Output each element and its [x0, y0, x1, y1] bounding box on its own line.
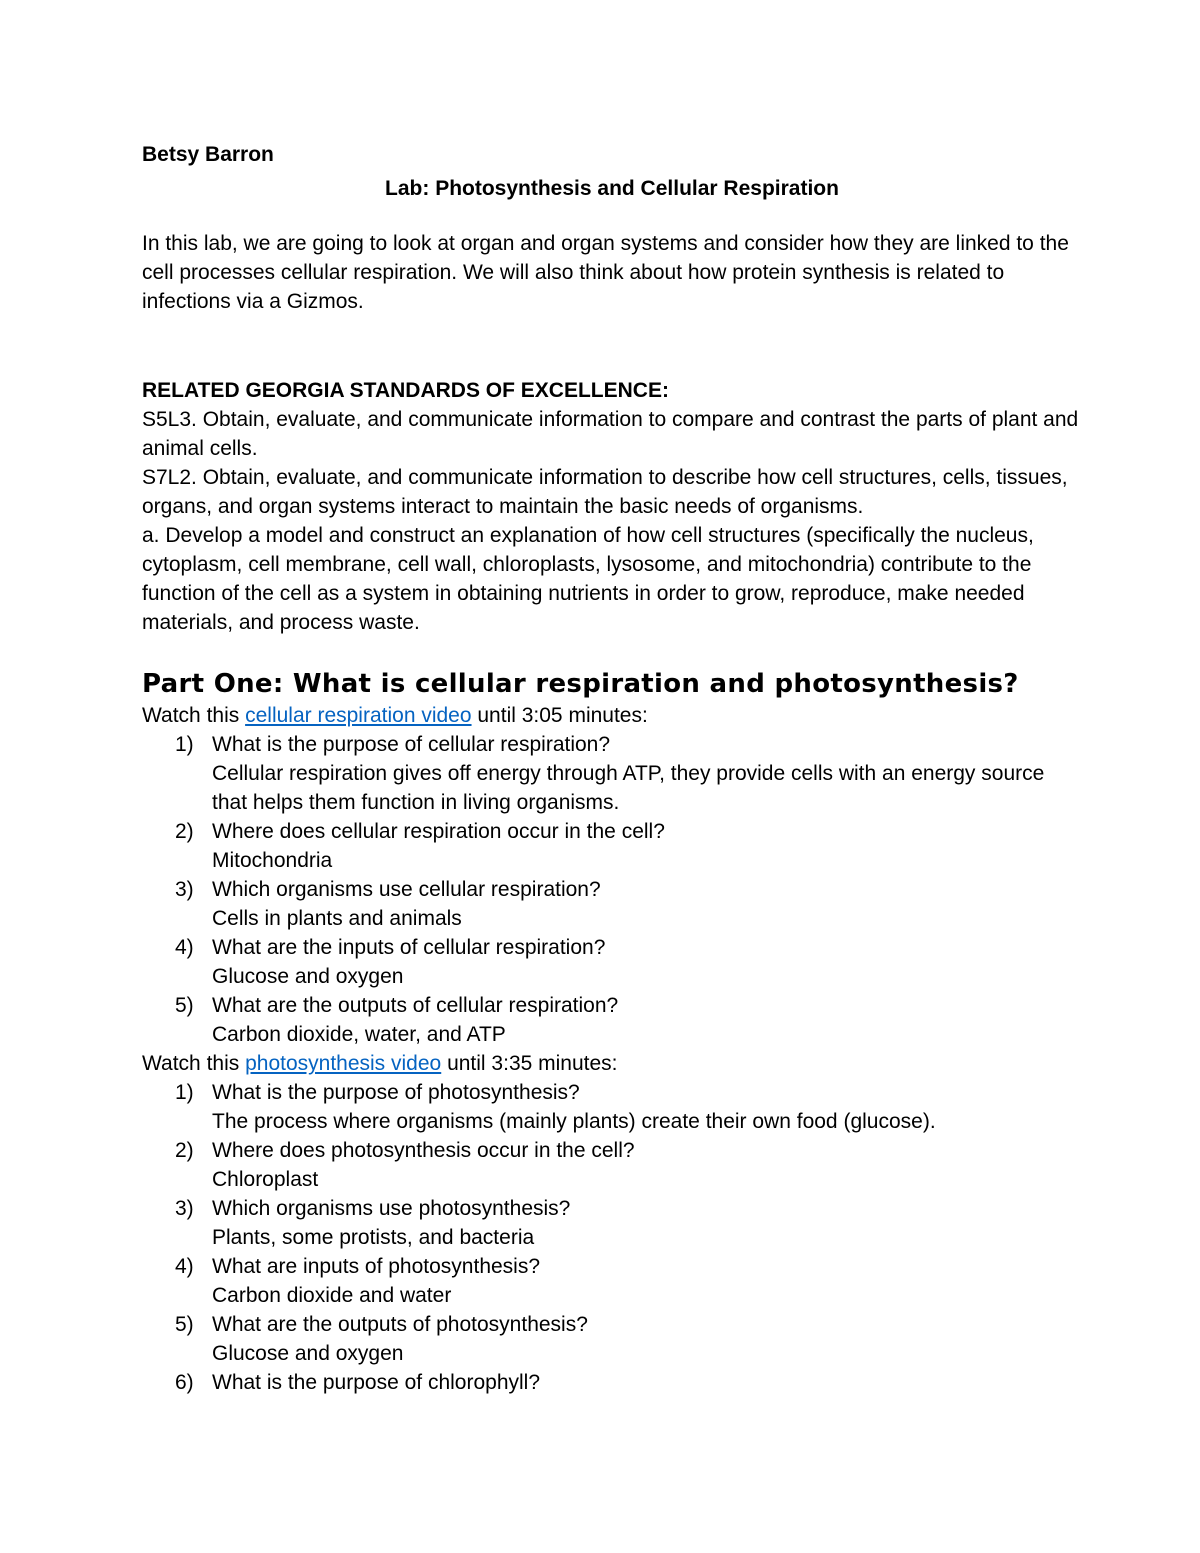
standard-s5l3: S5L3. Obtain, evaluate, and communicate information to compare and contrast the parts of plant and animal cells. — [142, 408, 1079, 460]
list-item — [142, 817, 1082, 875]
cellular-respiration-video-link[interactable]: cellular respiration video — [245, 704, 472, 727]
question-text: What are the outputs of cellular respiration? — [212, 994, 619, 1017]
respiration-watch-suffix: until 3:05 minutes: — [471, 704, 648, 727]
answer-text: The process where organisms (mainly plants) create their own food (glucose). — [212, 1110, 936, 1133]
answer-text: Glucose and oxygen — [212, 1342, 404, 1365]
question-text: What are inputs of photosynthesis? — [212, 1255, 541, 1278]
photosynthesis-watch-line — [142, 1049, 1082, 1078]
document-title: Lab: Photosynthesis and Cellular Respiration — [385, 177, 839, 200]
question-number: 4) — [175, 936, 194, 959]
answer-text: Mitochondria — [212, 849, 333, 872]
question-text: Which organisms use photosynthesis? — [212, 1197, 571, 1220]
question-number: 3) — [175, 1197, 194, 1220]
list-item — [142, 730, 1082, 817]
photosynthesis-watch-suffix: until 3:35 minutes: — [441, 1052, 618, 1075]
question-text: What are the inputs of cellular respiration? — [212, 936, 606, 959]
question-number: 4) — [175, 1255, 194, 1278]
standards-heading: RELATED GEORGIA STANDARDS OF EXCELLENCE: — [142, 379, 669, 402]
answer-text: Carbon dioxide and water — [212, 1284, 452, 1307]
list-item — [142, 1310, 1082, 1368]
question-number: 2) — [175, 1139, 194, 1162]
list-item — [142, 875, 1082, 933]
answer-text: Cellular respiration gives off energy through ATP, they provide cells with an energy source that helps them function in living organisms. — [212, 762, 1045, 814]
photosynthesis-watch-prefix: Watch this — [142, 1052, 246, 1075]
question-number: 6) — [175, 1371, 194, 1394]
question-number: 1) — [175, 733, 194, 756]
question-text: Where does photosynthesis occur in the cell? — [212, 1139, 635, 1162]
author-name: Betsy Barron — [142, 143, 274, 166]
document-page — [142, 140, 1082, 1397]
intro-paragraph: In this lab, we are going to look at organ and organ systems and consider how they are linked to the cell processes cellular respiration. We will also think about how protein synthesis is related to infections via a Gizmos. — [142, 232, 1069, 313]
question-number: 2) — [175, 820, 194, 843]
question-text: Where does cellular respiration occur in the cell? — [212, 820, 665, 843]
respiration-watch-prefix: Watch this — [142, 704, 246, 727]
standard-s7l2a: a. Develop a model and construct an explanation of how cell structures (specifically the nucleus, cytoplasm, cell membrane, cell wall, chloroplasts, lysosome, and mitochondria) contribute to the function of the cell as a system in obtaining nutrients in order to grow, reproduce, make needed materials, and process waste. — [142, 524, 1034, 634]
respiration-question-list — [142, 730, 1082, 1049]
list-item — [142, 1136, 1082, 1194]
standard-s7l2: S7L2. Obtain, evaluate, and communicate information to describe how cell structures, cells, tissues, organs, and organ systems interact to maintain the basic needs of organisms. — [142, 466, 1068, 518]
question-number: 5) — [175, 994, 194, 1017]
answer-text: Carbon dioxide, water, and ATP — [212, 1023, 506, 1046]
list-item — [142, 1078, 1082, 1136]
question-text: What is the purpose of photosynthesis? — [212, 1081, 580, 1104]
photosynthesis-question-list — [142, 1078, 1082, 1397]
question-number: 1) — [175, 1081, 194, 1104]
list-item — [142, 933, 1082, 991]
answer-text: Chloroplast — [212, 1168, 319, 1191]
answer-text: Glucose and oxygen — [212, 965, 404, 988]
question-number: 3) — [175, 878, 194, 901]
question-text: Which organisms use cellular respiration? — [212, 878, 601, 901]
list-item — [142, 1194, 1082, 1252]
question-text: What are the outputs of photosynthesis? — [212, 1313, 588, 1336]
list-item — [142, 991, 1082, 1049]
list-item — [142, 1368, 1082, 1397]
question-text: What is the purpose of cellular respiration? — [212, 733, 611, 756]
photosynthesis-video-link[interactable]: photosynthesis video — [245, 1052, 442, 1075]
respiration-watch-line — [142, 701, 1082, 730]
question-number: 5) — [175, 1313, 194, 1336]
answer-text: Plants, some protists, and bacteria — [212, 1226, 535, 1249]
part-one-heading: Part One: What is cellular respiration and photosynthesis? — [142, 669, 1019, 699]
answer-text: Cells in plants and animals — [212, 907, 462, 930]
list-item — [142, 1252, 1082, 1310]
question-text: What is the purpose of chlorophyll? — [212, 1371, 541, 1394]
